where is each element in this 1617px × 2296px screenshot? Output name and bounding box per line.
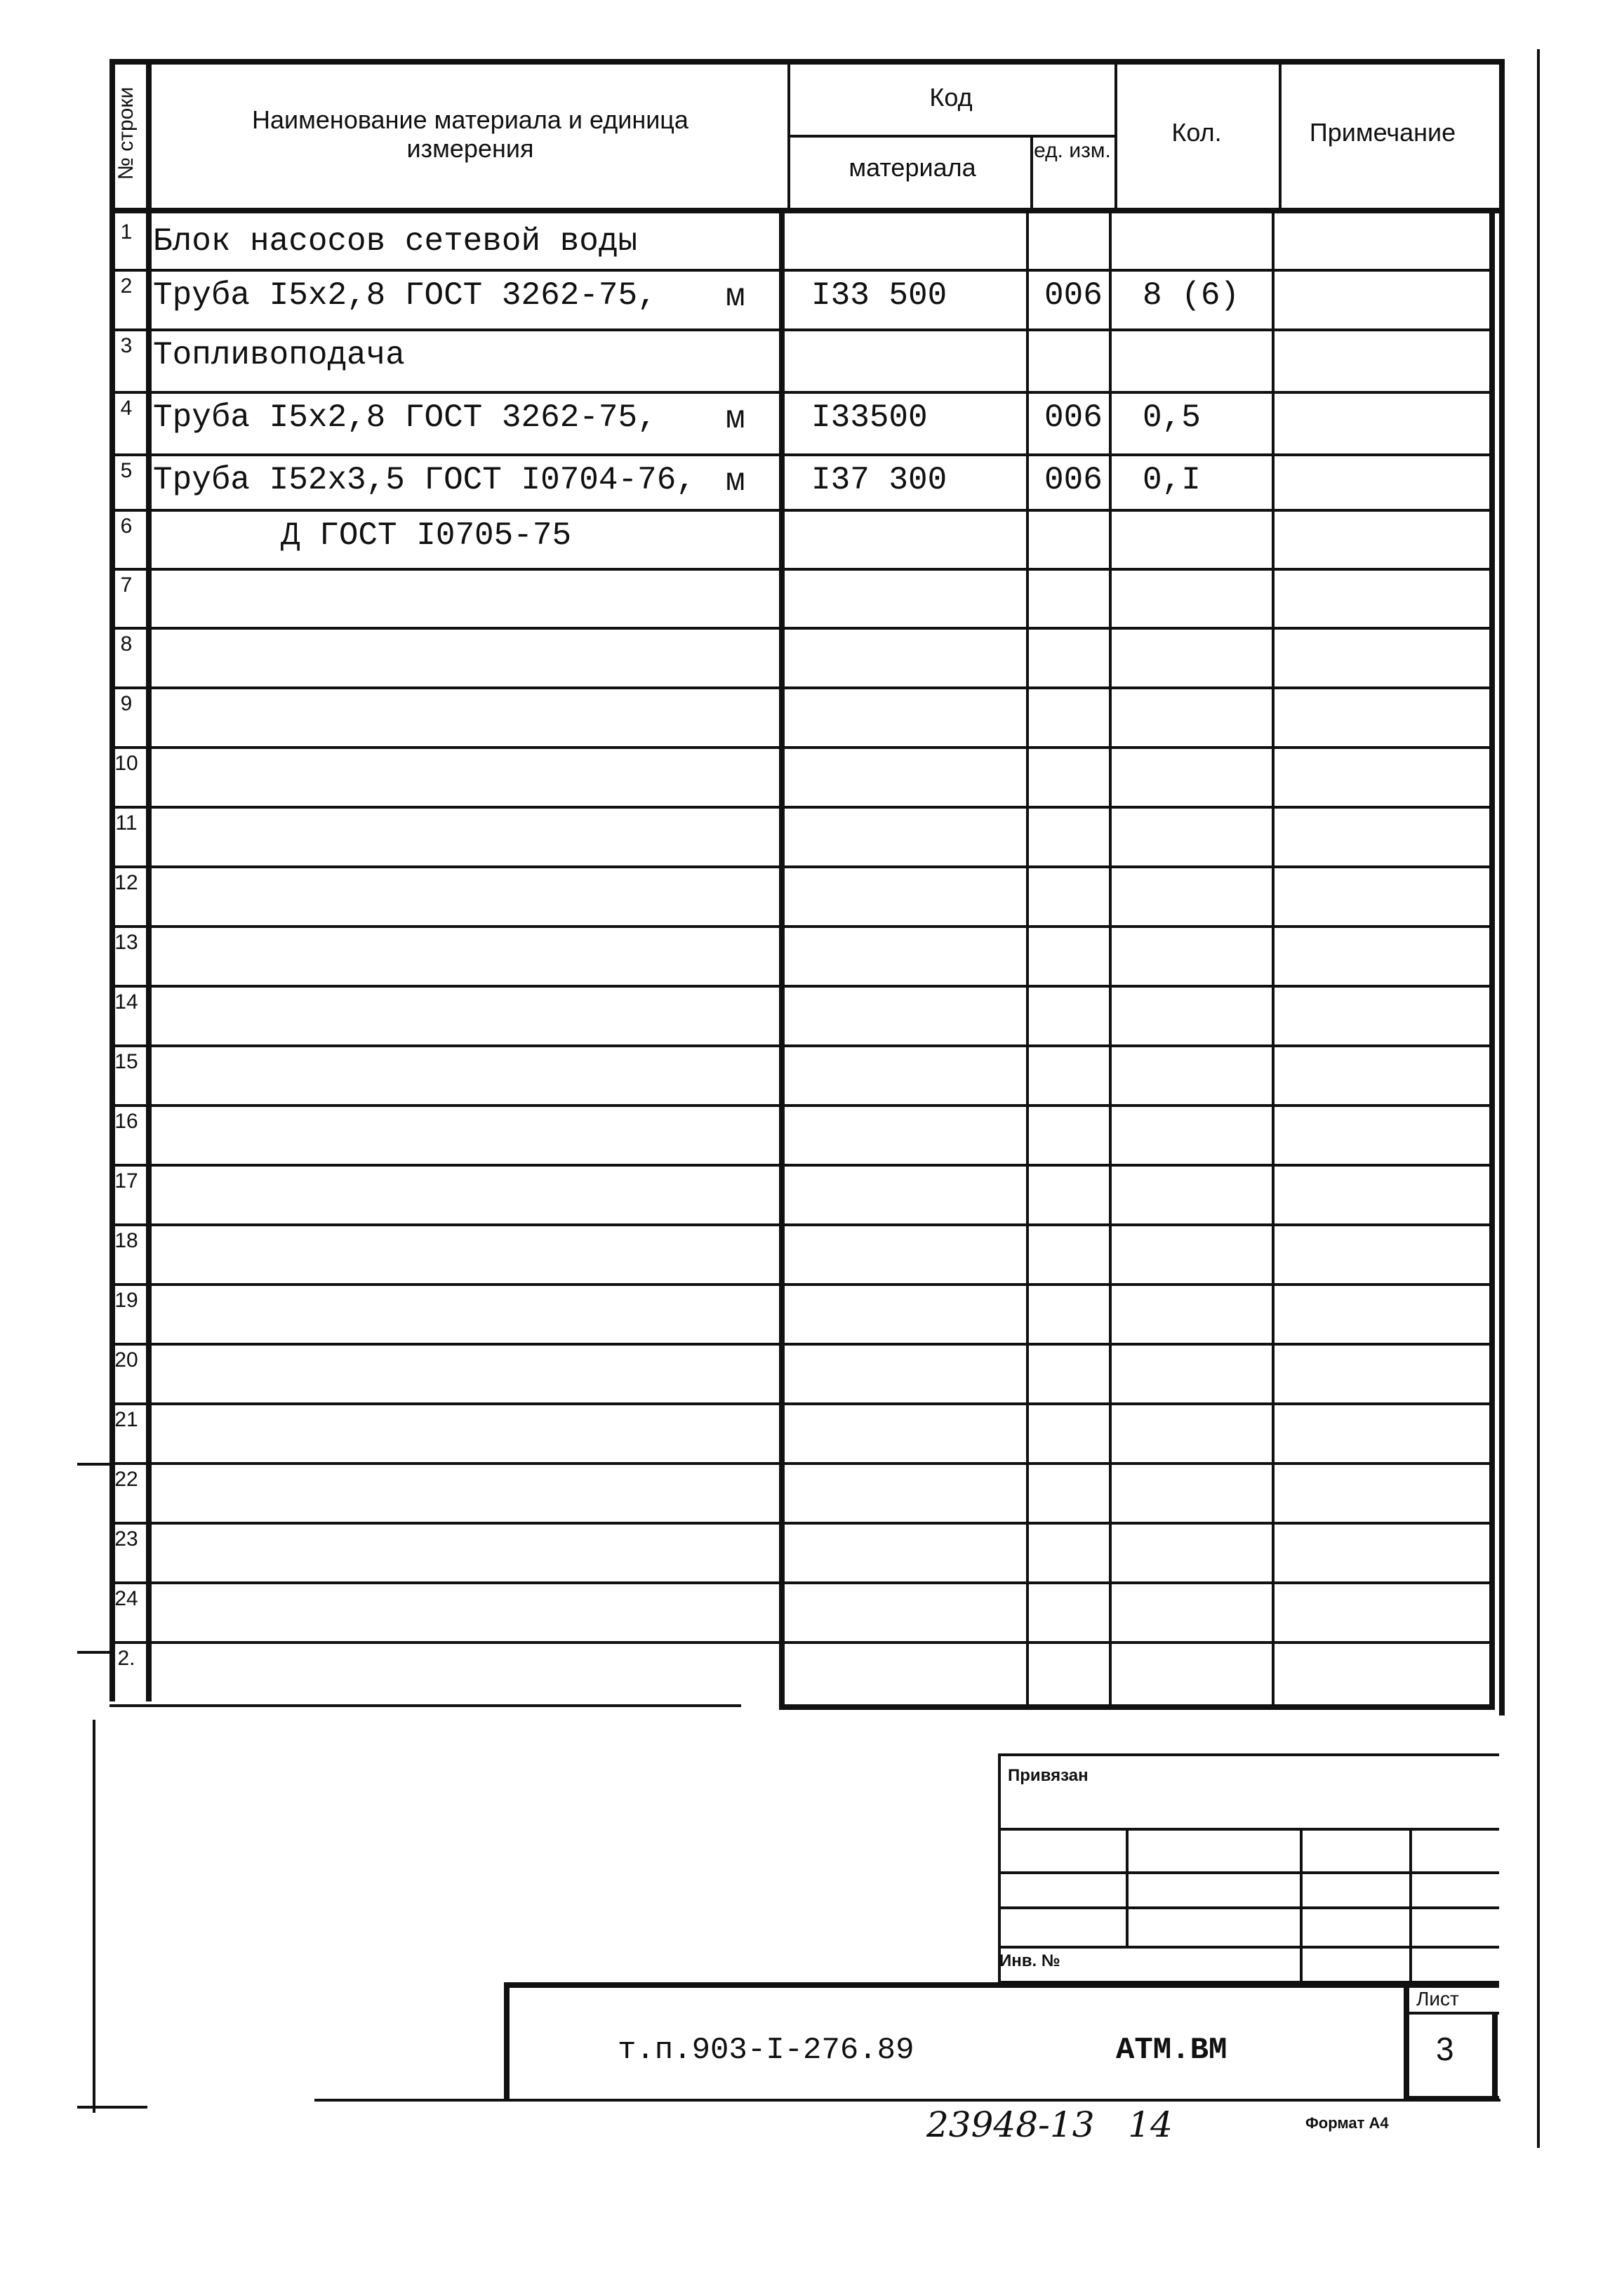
grid-line xyxy=(109,686,1492,689)
code-header: Код xyxy=(929,83,973,112)
grid-line xyxy=(109,925,1492,928)
grid-line xyxy=(109,509,1492,512)
grid-line xyxy=(109,1223,1492,1226)
grid-line xyxy=(109,806,1492,809)
row-material-code: I33 500 xyxy=(811,277,947,314)
grid-line xyxy=(1030,135,1033,208)
grid-line xyxy=(787,59,790,208)
grid-line xyxy=(1272,208,1275,1706)
grid-line xyxy=(109,985,1492,988)
document-code: АТМ.ВМ xyxy=(1116,2033,1227,2068)
grid-line xyxy=(1404,1982,1409,2099)
grid-line xyxy=(1114,59,1117,208)
row-number: 17 xyxy=(114,1169,138,1193)
row-number: 19 xyxy=(114,1289,138,1312)
grid-line xyxy=(1492,2012,1498,2099)
grid-line xyxy=(1300,1828,1303,1981)
row-number: 4 xyxy=(120,397,133,420)
grid-line xyxy=(1489,208,1495,1706)
row-unit: м xyxy=(726,401,745,437)
row-name: Д ГОСТ I0705-75 xyxy=(281,517,572,554)
grid-line xyxy=(109,1462,1492,1465)
grid-line xyxy=(787,135,1117,138)
grid-line xyxy=(109,1522,1492,1525)
grid-line xyxy=(1404,2012,1499,2015)
grid-line xyxy=(109,627,1492,630)
row-name: Блок насосов сетевой воды xyxy=(153,223,638,260)
row-name: Топливоподача xyxy=(153,337,405,373)
grid-line xyxy=(314,2099,1500,2102)
row-number: 24 xyxy=(114,1587,138,1610)
grid-line xyxy=(109,329,1492,331)
row-number: 7 xyxy=(120,573,133,597)
grid-line xyxy=(109,568,1492,571)
row-number: 6 xyxy=(120,515,133,538)
row-number: 14 xyxy=(114,990,138,1014)
row-number: 22 xyxy=(114,1468,138,1491)
row-number: 2. xyxy=(117,1647,135,1670)
row-unit-code: 006 xyxy=(1044,399,1103,436)
grid-line xyxy=(1126,1828,1129,1946)
row-number: 2 xyxy=(120,274,133,298)
name-header: Наименование материала и единица измерения xyxy=(252,105,688,164)
row-unit: м xyxy=(726,279,745,315)
format-label: Формат А4 xyxy=(1305,2114,1389,2132)
grid-line xyxy=(1279,59,1282,208)
row-number: 5 xyxy=(120,459,133,482)
document-number: т.п.903-I-276.89 xyxy=(618,2033,914,2068)
row-number: 20 xyxy=(114,1348,138,1372)
row-unit-code: 006 xyxy=(1044,462,1103,498)
row-number-header-text: № строки xyxy=(114,86,138,180)
grid-line xyxy=(146,1641,792,1644)
grid-line xyxy=(109,208,1499,213)
grid-line xyxy=(998,1906,1499,1909)
row-number: 3 xyxy=(120,334,133,357)
linked-label: Привязан xyxy=(1008,1766,1089,1785)
grid-line xyxy=(109,1581,1492,1584)
sheet-label: Лист xyxy=(1416,1988,1459,2010)
grid-line xyxy=(998,1828,1499,1831)
grid-line xyxy=(109,1402,1492,1405)
grid-line xyxy=(109,1164,1492,1167)
grid-line xyxy=(77,2106,147,2109)
grid-line xyxy=(1409,1828,1412,1981)
grid-line xyxy=(109,391,1492,394)
row-number: 12 xyxy=(114,871,138,894)
grid-line xyxy=(77,1463,109,1466)
row-unit: м xyxy=(726,463,745,500)
row-number: 8 xyxy=(120,632,133,656)
row-number: 16 xyxy=(114,1110,138,1133)
code-material-header: материала xyxy=(849,153,976,182)
grid-line xyxy=(504,1982,1499,1988)
grid-line xyxy=(1026,208,1029,1706)
grid-line xyxy=(109,746,1492,749)
row-name: Труба I5х2,8 ГОСТ 3262-75, xyxy=(153,277,657,314)
grid-line xyxy=(779,1704,1495,1710)
note-header: Примечание xyxy=(1309,118,1456,147)
grid-line xyxy=(109,1044,1492,1047)
row-number: 23 xyxy=(114,1527,138,1551)
row-number: 9 xyxy=(120,692,133,715)
row-number: 18 xyxy=(114,1229,138,1252)
grid-line xyxy=(998,1753,1001,1985)
inventory-number-label: Инв. № xyxy=(999,1951,1060,1970)
grid-line xyxy=(779,208,785,1706)
grid-line xyxy=(109,1283,1492,1286)
grid-line xyxy=(109,59,1499,65)
row-quantity: 0,5 xyxy=(1143,399,1201,436)
grid-line xyxy=(998,1753,1499,1756)
row-number: 21 xyxy=(114,1408,138,1431)
grid-line xyxy=(109,865,1492,868)
grid-line xyxy=(77,1651,109,1654)
row-number: 15 xyxy=(114,1050,138,1073)
grid-line xyxy=(1499,59,1505,1716)
row-number: 10 xyxy=(114,752,138,775)
grid-line xyxy=(109,269,1492,272)
grid-line xyxy=(1109,208,1112,1706)
grid-line xyxy=(146,59,152,1701)
grid-line xyxy=(998,1946,1499,1949)
row-material-code: I37 300 xyxy=(811,462,947,498)
handwritten-number: 23948-13 14 xyxy=(926,2104,1173,2145)
grid-line xyxy=(109,453,1492,456)
row-name: Труба I52х3,5 ГОСТ I0704-76, xyxy=(153,462,696,498)
row-unit-code: 006 xyxy=(1044,277,1103,314)
row-quantity: 8 (6) xyxy=(1143,277,1240,314)
row-material-code: I33500 xyxy=(811,399,928,436)
row-number: 11 xyxy=(115,811,138,835)
sheet-number: 3 xyxy=(1436,2031,1454,2067)
grid-line xyxy=(109,1104,1492,1107)
grid-line xyxy=(109,1343,1492,1346)
grid-line xyxy=(504,1982,510,2099)
grid-line xyxy=(93,1720,95,2113)
quantity-header: Кол. xyxy=(1171,118,1222,147)
grid-line xyxy=(998,1871,1499,1874)
code-unit-header: ед. изм. xyxy=(1034,139,1111,162)
grid-line xyxy=(1537,49,1540,2148)
row-name: Труба I5х2,8 ГОСТ 3262-75, xyxy=(153,399,657,436)
grid-line xyxy=(109,1704,741,1707)
grid-line xyxy=(109,59,115,1701)
row-quantity: 0,I xyxy=(1143,462,1201,498)
row-number: 13 xyxy=(114,931,138,954)
row-number: 1 xyxy=(120,220,133,244)
